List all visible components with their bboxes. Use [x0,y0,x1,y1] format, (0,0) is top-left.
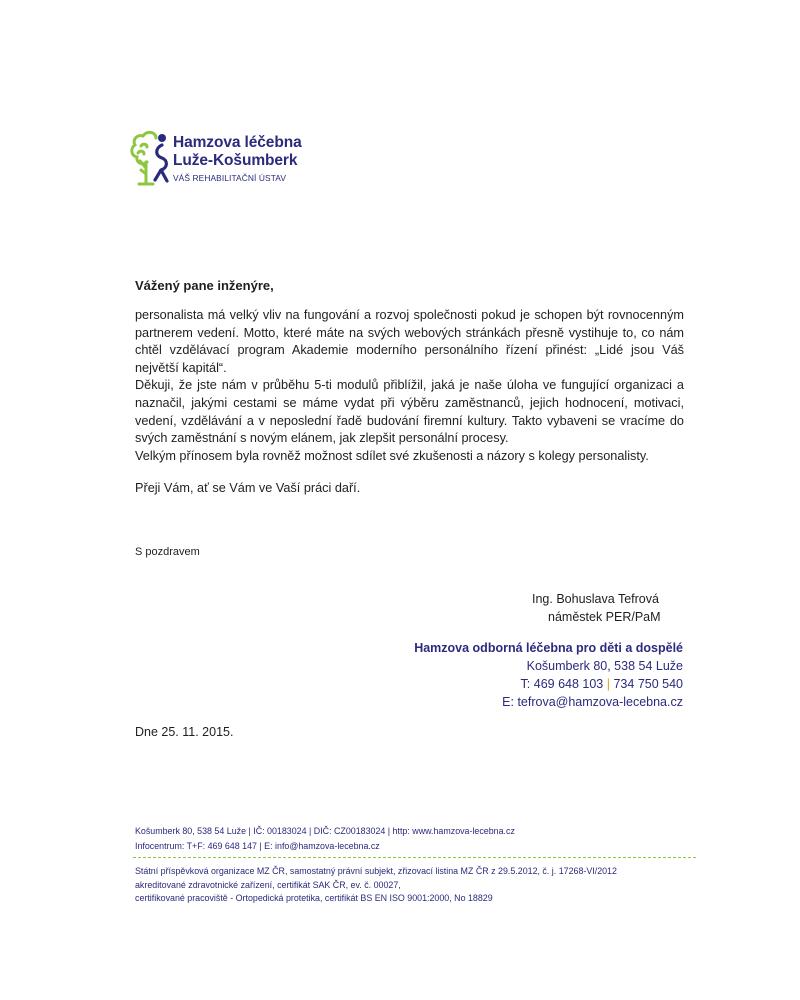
organization-name: Hamzova odborná léčebna pro děti a dospělé [414,641,683,655]
tree-person-icon [129,128,173,188]
logo-title-line1: Hamzova léčebna [173,134,302,151]
company-logo [129,128,329,188]
organization-phone [521,677,683,691]
paragraph-3: Velkým přínosem byla rovněž možnost sdílet své zkušenosti a názory s kolegy personalisty. [135,448,649,463]
footer-certification-line: certifikované pracoviště - Ortopedická protetika, certifikát BS EN ISO 9001:2000, No 18829 [135,893,493,903]
paragraph-2: Děkuji, že jste nám v průběhu 5-ti modulů přiblížil, jaká je naše úloha ve fungující organizaci a naznačil, jakými cestami se máme vydat při výběru zaměstnanců, jejich hodnocení, motivaci, vedení, vzdělávání a v neposlední řadě budování firemní kultury. Takto vybaveni se vracíme do svých zaměstnání s novým elánem, jak zlepšit personální procesy. [135,378,684,446]
footer-legal-line: Státní příspěvková organizace MZ ČR, samostatný právní subjekt, zřizovací listina MZ ČR z 29.5.2012, č. j. 17268-VI/2012 [135,866,617,876]
logo-tagline: VÁŠ REHABILITAČNÍ ÚSTAV [173,173,287,183]
letter-date: Dne 25. 11. 2015. [135,725,234,739]
footer-accreditation-line: akreditované zdravotnické zařízení, certifikát SAK ČR, ev. č. 00027, [135,880,401,890]
phone-secondary: 734 750 540 [613,677,683,691]
phone-separator: | [606,677,610,691]
footer-divider [133,857,696,858]
organization-address: Košumberk 80, 538 54 Luže [526,659,683,673]
signatory-name: Ing. Bohuslava Tefrová [532,592,659,606]
salutation: Vážený pane inženýre, [135,278,274,293]
regards: S pozdravem [135,546,200,558]
phone-primary: T: 469 648 103 [520,677,604,691]
organization-email: E: tefrova@hamzova-lecebna.cz [502,695,683,709]
logo-title-line2: Luže-Košumberk [173,152,298,169]
footer-contact-line: Košumberk 80, 538 54 Luže | IČ: 00183024 | DIČ: CZ00183024 | http: www.hamzova-lecebna.cz [135,826,515,836]
paragraph-1: personalista má velký vliv na fungování a rozvoj společnosti pokud je schopen být rovnocenným partnerem vedení. Motto, které máte na svých webových stránkách přesně vystihuje to, co nám chtěl vzdělávací program Akademie moderního personálního řízení přinést: „Lidé jsou Váš největší kapitál“. [135,308,684,375]
letter-body [135,307,684,465]
closing-wish: Přeji Vám, ať se Vám ve Vaší práci daří. [135,481,361,495]
footer-infocentrum-line: Infocentrum: T+F: 469 648 147 | E: info@hamzova-lecebna.cz [135,841,380,851]
signatory-role: náměstek PER/PaM [548,610,661,624]
